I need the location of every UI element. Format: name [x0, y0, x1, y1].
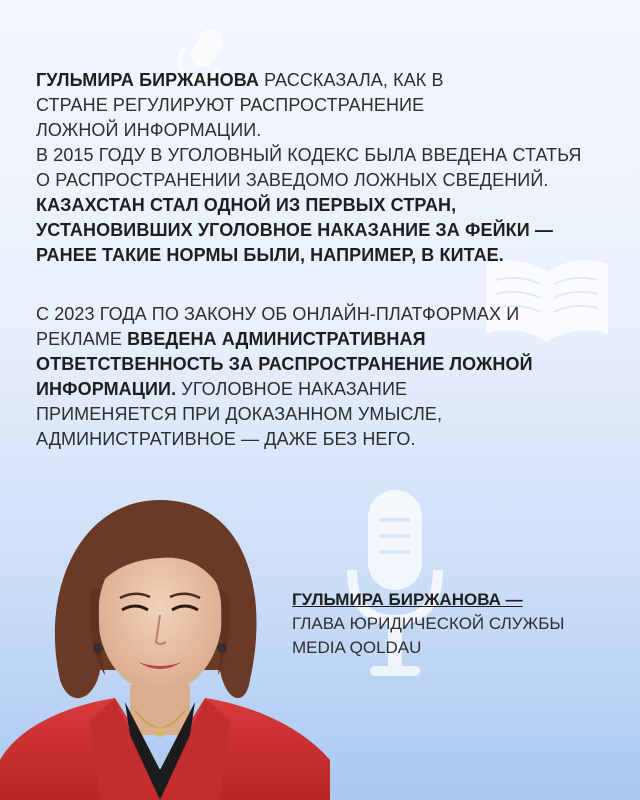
- speaker-name-bold: ГУЛЬМИРА БИРЖАНОВА: [36, 70, 260, 90]
- paragraph-administrative-law: С 2023 ГОДА ПО ЗАКОНУ ОБ ОНЛАЙН-ПЛАТФОРМАХ И РЕКЛАМЕ ВВЕДЕНА АДМИНИСТРАТИВНАЯ ОТВЕТСТВЕННОСТЬ ЗА РАСПРОСТРАНЕНИЕ ЛОЖНОЙ ИНФОРМАЦИИ. УГОЛОВНОЕ НАКАЗАНИЕ ПРИМЕНЯЕТСЯ ПРИ ДОКАЗАННОМ УМЫСЛЕ, АДМИНИСТРАТИВНОЕ — ДАЖЕ БЕЗ НЕГО.: [36, 304, 533, 449]
- caption-role: ГЛАВА ЮРИДИЧЕСКОЙ СЛУЖБЫ: [292, 614, 565, 633]
- speaker-caption: [292, 588, 622, 660]
- caption-organization: MEDIA QOLDAU: [292, 638, 422, 657]
- caption-name: ГУЛЬМИРА БИРЖАНОВА —: [292, 590, 523, 609]
- paragraph-criminal-law: ГУЛЬМИРА БИРЖАНОВА РАССКАЗАЛА, КАК В СТРАНЕ РЕГУЛИРУЮТ РАСПРОСТРАНЕНИЕ ЛОЖНОЙ ИНФОРМАЦИИ. В 2015 ГОДУ В УГОЛОВНЫЙ КОДЕКС БЫЛА ВВЕДЕНА СТАТЬЯ О РАСПРОСТРАНЕНИИ ЗАВЕДОМО ЛОЖНЫХ СВЕДЕНИЙ. КАЗАХСТАН СТАЛ ОДНОЙ ИЗ ПЕРВЫХ СТРАН, УСТАНОВИВШИХ УГОЛОВНОЕ НАКАЗАНИЕ ЗА ФЕЙКИ — РАНЕЕ ТАКИЕ НОРМЫ БЫЛИ, НАПРИМЕР, В КИТАЕ.: [36, 70, 582, 265]
- speaker-portrait: [0, 470, 330, 800]
